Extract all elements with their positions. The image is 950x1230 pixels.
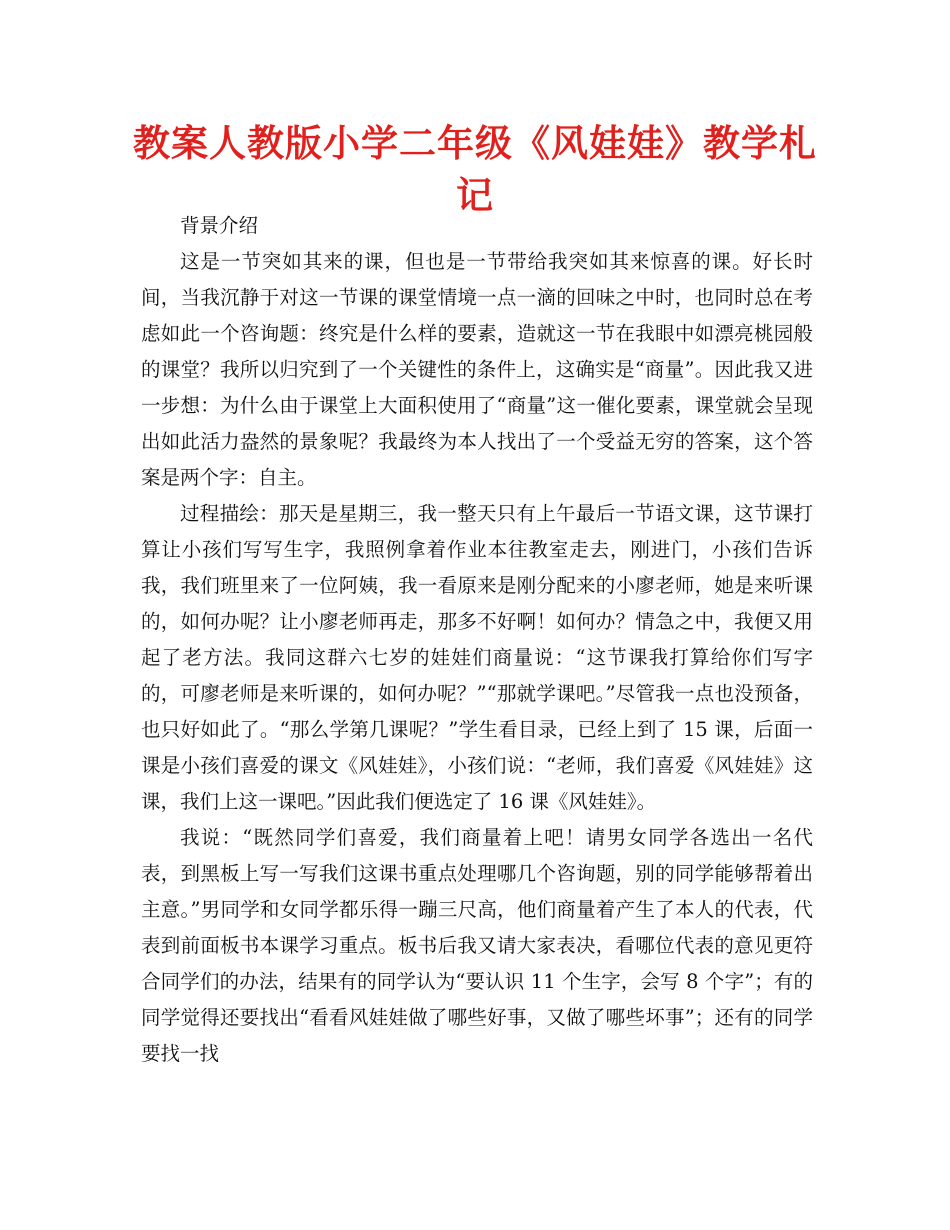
document-body xyxy=(141,208,813,1072)
paragraph-background-heading: 背景介绍 xyxy=(180,214,259,237)
paragraph-introduction: 这是一节突如其来的课，但也是一节带给我突如其来惊喜的课。好长时间，当我沉静于对这一节课的课堂情境一点一滴的回味之中时，也同时总在考虑如此一个咨询题：终究是什么样的要素，造就这一节在我眼中如漂亮桃园般的课堂？我所以归究到了一个关键性的条件上，这确实是“商量”。因此我又进一步想：为什么由于课堂上大面积使用了“商量”这一催化要素，课堂就会呈现出如此活力盎然的景象呢？我最终为本人找出了一个受益无穷的答案，这个答案是两个字：自主。 xyxy=(141,250,813,489)
paragraph-process-description: 过程描绘：那天是星期三，我一整天只有上午最后一节语文课，这节课打算让小孩们写写生字，我照例拿着作业本往教室走去，刚进门，小孩们告诉我，我们班里来了一位阿姨，我一看原来是刚分配来的小廖老师，她是来听课的，如何办呢？让小廖老师再走，那多不好啊！如何办？情急之中，我便又用起了老方法。我同这群六七岁的娃娃们商量说：“这节课我打算给你们写字的，可廖老师是来听课的，如何办呢？”“那就学课吧。”尽管我一点也没预备，也只好如此了。“那么学第几课呢？”学生看目录，已经上到了 15 课，后面一课是小孩们喜爱的课文《风娃娃》，小孩们说：“老师，我们喜爱《风娃娃》这课，我们上这一课吧。”因此我们便选定了 16 课《风娃娃》。 xyxy=(141,502,813,813)
paragraph-discussion: 我说：“既然同学们喜爱，我们商量着上吧！请男女同学各选出一名代表，到黑板上写一写我们这课书重点处理哪几个咨询题，别的同学能够帮着出主意。”男同学和女同学都乐得一蹦三尺高，他们商量着产生了本人的代表，代表到前面板书本课学习重点。板书后我又请大家表决，看哪位代表的意见更符合同学们的办法，结果有的同学认为“要认识 11 个生字，会写 8 个字”；有的同学觉得还要找出“看看风娃娃做了哪些好事，又做了哪些坏事”；还有的同学要找一找 xyxy=(141,826,813,1065)
document-title: 教案人教版小学二年级《风娃娃》教学札记 xyxy=(133,122,817,217)
